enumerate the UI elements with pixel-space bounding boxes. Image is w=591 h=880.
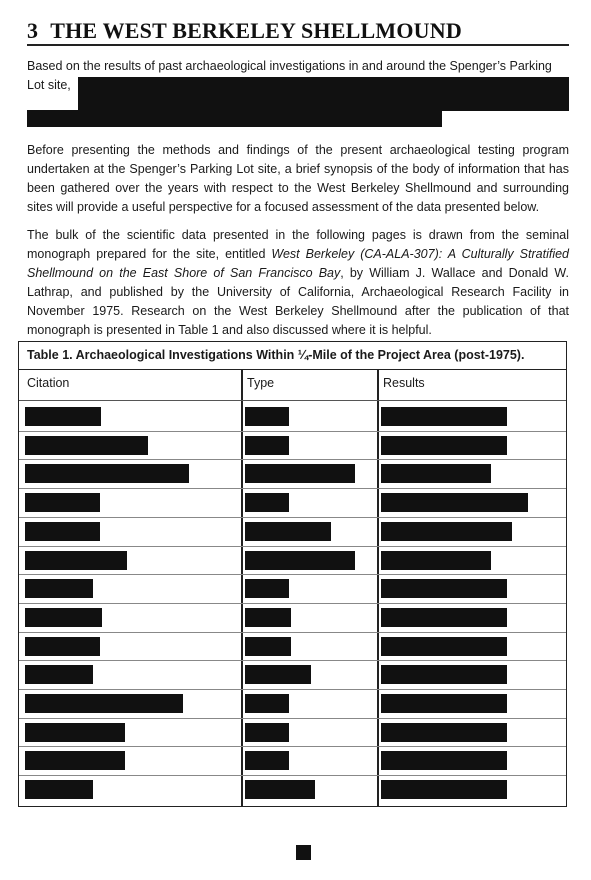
table-row-divider [19, 431, 566, 432]
redacted-citation [25, 522, 100, 541]
redacted-citation [25, 407, 101, 426]
redacted-type [245, 493, 289, 512]
redacted-results [381, 780, 507, 799]
column-divider [377, 370, 379, 806]
paragraph-sources [27, 226, 569, 340]
redacted-type [245, 751, 289, 770]
redacted-results [381, 751, 507, 770]
redacted-results [381, 694, 507, 713]
redacted-citation [25, 579, 93, 598]
monograph-title: West Berkeley (CA-ALA-307): A Culturally Stratified Shellmound on the East Shore of San Francisco Bay [27, 247, 569, 280]
column-header-type: Type [247, 376, 275, 390]
redacted-citation [25, 665, 93, 684]
table-row-divider [19, 459, 566, 460]
table-row-divider [19, 718, 566, 719]
redacted-type [245, 665, 311, 684]
redacted-results [381, 579, 507, 598]
redacted-results [381, 665, 507, 684]
redacted-type [245, 522, 331, 541]
section-heading [27, 18, 567, 44]
redacted-results [381, 522, 512, 541]
redacted-type [245, 694, 289, 713]
table-row-divider [19, 574, 566, 575]
table-row-divider [19, 632, 566, 633]
table-row-divider [19, 746, 566, 747]
column-header-results: Results [383, 376, 425, 390]
redacted-type [245, 436, 289, 455]
table-row-divider [19, 517, 566, 518]
redacted-results [381, 551, 491, 570]
redacted-citation [25, 493, 100, 512]
redacted-type [245, 780, 315, 799]
redacted-citation [25, 551, 127, 570]
section-title: THE WEST BERKELEY SHELLMOUND [50, 18, 462, 43]
redacted-citation [25, 780, 93, 799]
redaction-block [78, 77, 569, 111]
header-divider [19, 400, 566, 401]
table-row-divider [19, 660, 566, 661]
redaction-block [27, 110, 442, 127]
redacted-type [245, 723, 289, 742]
redacted-type [245, 579, 289, 598]
redacted-results [381, 436, 507, 455]
redacted-type [245, 637, 291, 656]
redacted-results [381, 637, 507, 656]
redacted-results [381, 464, 491, 483]
heading-rule [27, 44, 569, 46]
redacted-results [381, 608, 507, 627]
column-divider [241, 370, 243, 806]
redacted-citation [25, 637, 100, 656]
redacted-results [381, 723, 507, 742]
redacted-type [245, 608, 291, 627]
redacted-citation [25, 694, 183, 713]
paragraph-sources-a: The bulk of the scientific data presented in the following pages is drawn from the seminal monograph prepared for the site, entitled [27, 228, 569, 261]
investigations-table [18, 341, 567, 807]
page-number-redaction [296, 845, 311, 860]
table-row-divider [19, 488, 566, 489]
paragraph-synopsis: Before presenting the methods and findings of the present archaeological testing program undertaken at the Spenger’s Parking Lot site, a brief synopsis of the body of information that has been gathered over the years with respect to the West Berkeley Shellmound and surrounding sites will provide a useful perspective for a focused assessment of the data presented below. [27, 143, 569, 214]
table-caption: Table 1. Archaeological Investigations Within ¼-Mile of the Project Area (post-1975). [19, 342, 566, 370]
redacted-type [245, 551, 355, 570]
table-row-divider [19, 603, 566, 604]
redacted-citation [25, 608, 102, 627]
intro-line-2: Lot site, [27, 78, 71, 92]
redacted-citation [25, 436, 148, 455]
redacted-type [245, 464, 355, 483]
redacted-type [245, 407, 289, 426]
redacted-results [381, 407, 507, 426]
intro-line-1: Based on the results of past archaeological investigations in and around the Spenger’s Parking [27, 59, 552, 73]
section-number: 3 [27, 18, 39, 43]
redacted-citation [25, 464, 189, 483]
table-row-divider [19, 689, 566, 690]
redacted-results [381, 493, 528, 512]
table-row-divider [19, 775, 566, 776]
column-header-citation: Citation [27, 376, 70, 390]
paragraph-sources-b: , by William J. Wallace and Donald W. Lathrap, and published by the University of California, Archaeological Research Facility in November 1975. Research on the West Berkeley Shellmound after the publication of that monograph is presented in Table 1 and also discussed where it is helpful. [27, 266, 569, 337]
table-row-divider [19, 546, 566, 547]
redacted-citation [25, 723, 125, 742]
redacted-citation [25, 751, 125, 770]
